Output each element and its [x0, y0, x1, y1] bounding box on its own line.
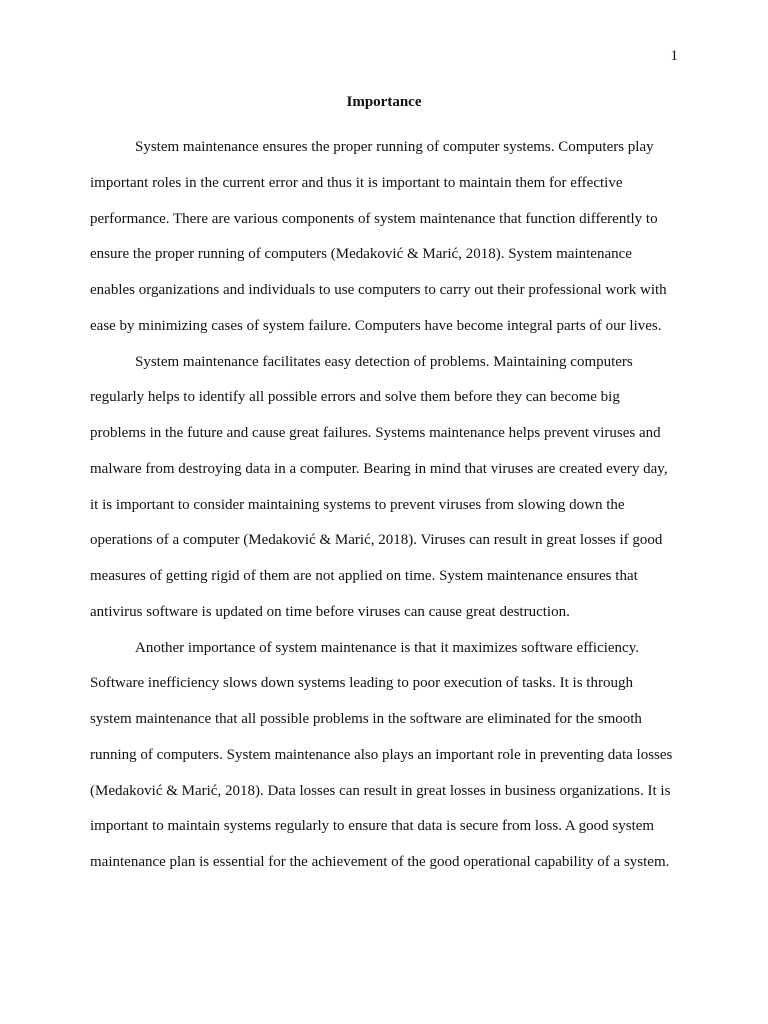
paragraph-2-line: antivirus software is updated on time before viruses can cause great destruction. [90, 603, 570, 620]
paragraph-1-line: System maintenance ensures the proper running of computer systems. Computers play [135, 139, 654, 155]
paragraph-2-line: problems in the future and cause great failures. Systems maintenance helps prevent viruses and [90, 425, 661, 441]
paragraph-3-line: maintenance plan is essential for the achievement of the good operational capability of a system. [90, 854, 670, 870]
paragraph-3-line: Another importance of system maintenance is that it maximizes software efficiency. [135, 639, 639, 656]
paragraph-1-line: enables organizations and individuals to use computers to carry out their professional work with [90, 282, 667, 298]
paragraph-1-line: performance. There are various components of system maintenance that function differently to [90, 210, 658, 227]
paragraph-3-line: system maintenance that all possible problems in the software are eliminated for the smooth [90, 711, 642, 727]
paragraph-2-line: measures of getting rigid of them are not applied on time. System maintenance ensures that [90, 568, 638, 584]
paragraph-1-line: ease by minimizing cases of system failure. Computers have become integral parts of our lives. [90, 317, 662, 334]
paragraph-3-line: running of computers. System maintenance also plays an important role in preventing data losses [90, 746, 673, 763]
paragraph-2-line: operations of a computer (Medaković & Marić, 2018). Viruses can result in great losses if good [90, 532, 663, 549]
paragraph-3-line: Software inefficiency slows down systems leading to poor execution of tasks. It is through [90, 675, 633, 692]
page-number: 1 [670, 48, 678, 64]
paragraph-2-line: System maintenance facilitates easy detection of problems. Maintaining computers [135, 353, 633, 370]
paragraph-2-line: it is important to consider maintaining systems to prevent viruses from slowing down the [90, 496, 625, 513]
paragraph-1-line: important roles in the current error and thus it is important to maintain them for effective [90, 174, 623, 191]
document-body [90, 130, 690, 881]
paragraph-3-line: important to maintain systems regularly to ensure that data is secure from loss. A good system [90, 818, 655, 835]
paragraph-2-line: regularly helps to identify all possible errors and solve them before they can become big [90, 389, 620, 406]
paragraph-3-line: (Medaković & Marić, 2018). Data losses can result in great losses in business organizations. It is [90, 782, 671, 799]
paragraph-1-line: ensure the proper running of computers (Medaković & Marić, 2018). System maintenance [90, 246, 632, 263]
paragraph-2-line: malware from destroying data in a computer. Bearing in mind that viruses are created every day, [90, 460, 668, 477]
section-title: Importance [346, 94, 422, 110]
